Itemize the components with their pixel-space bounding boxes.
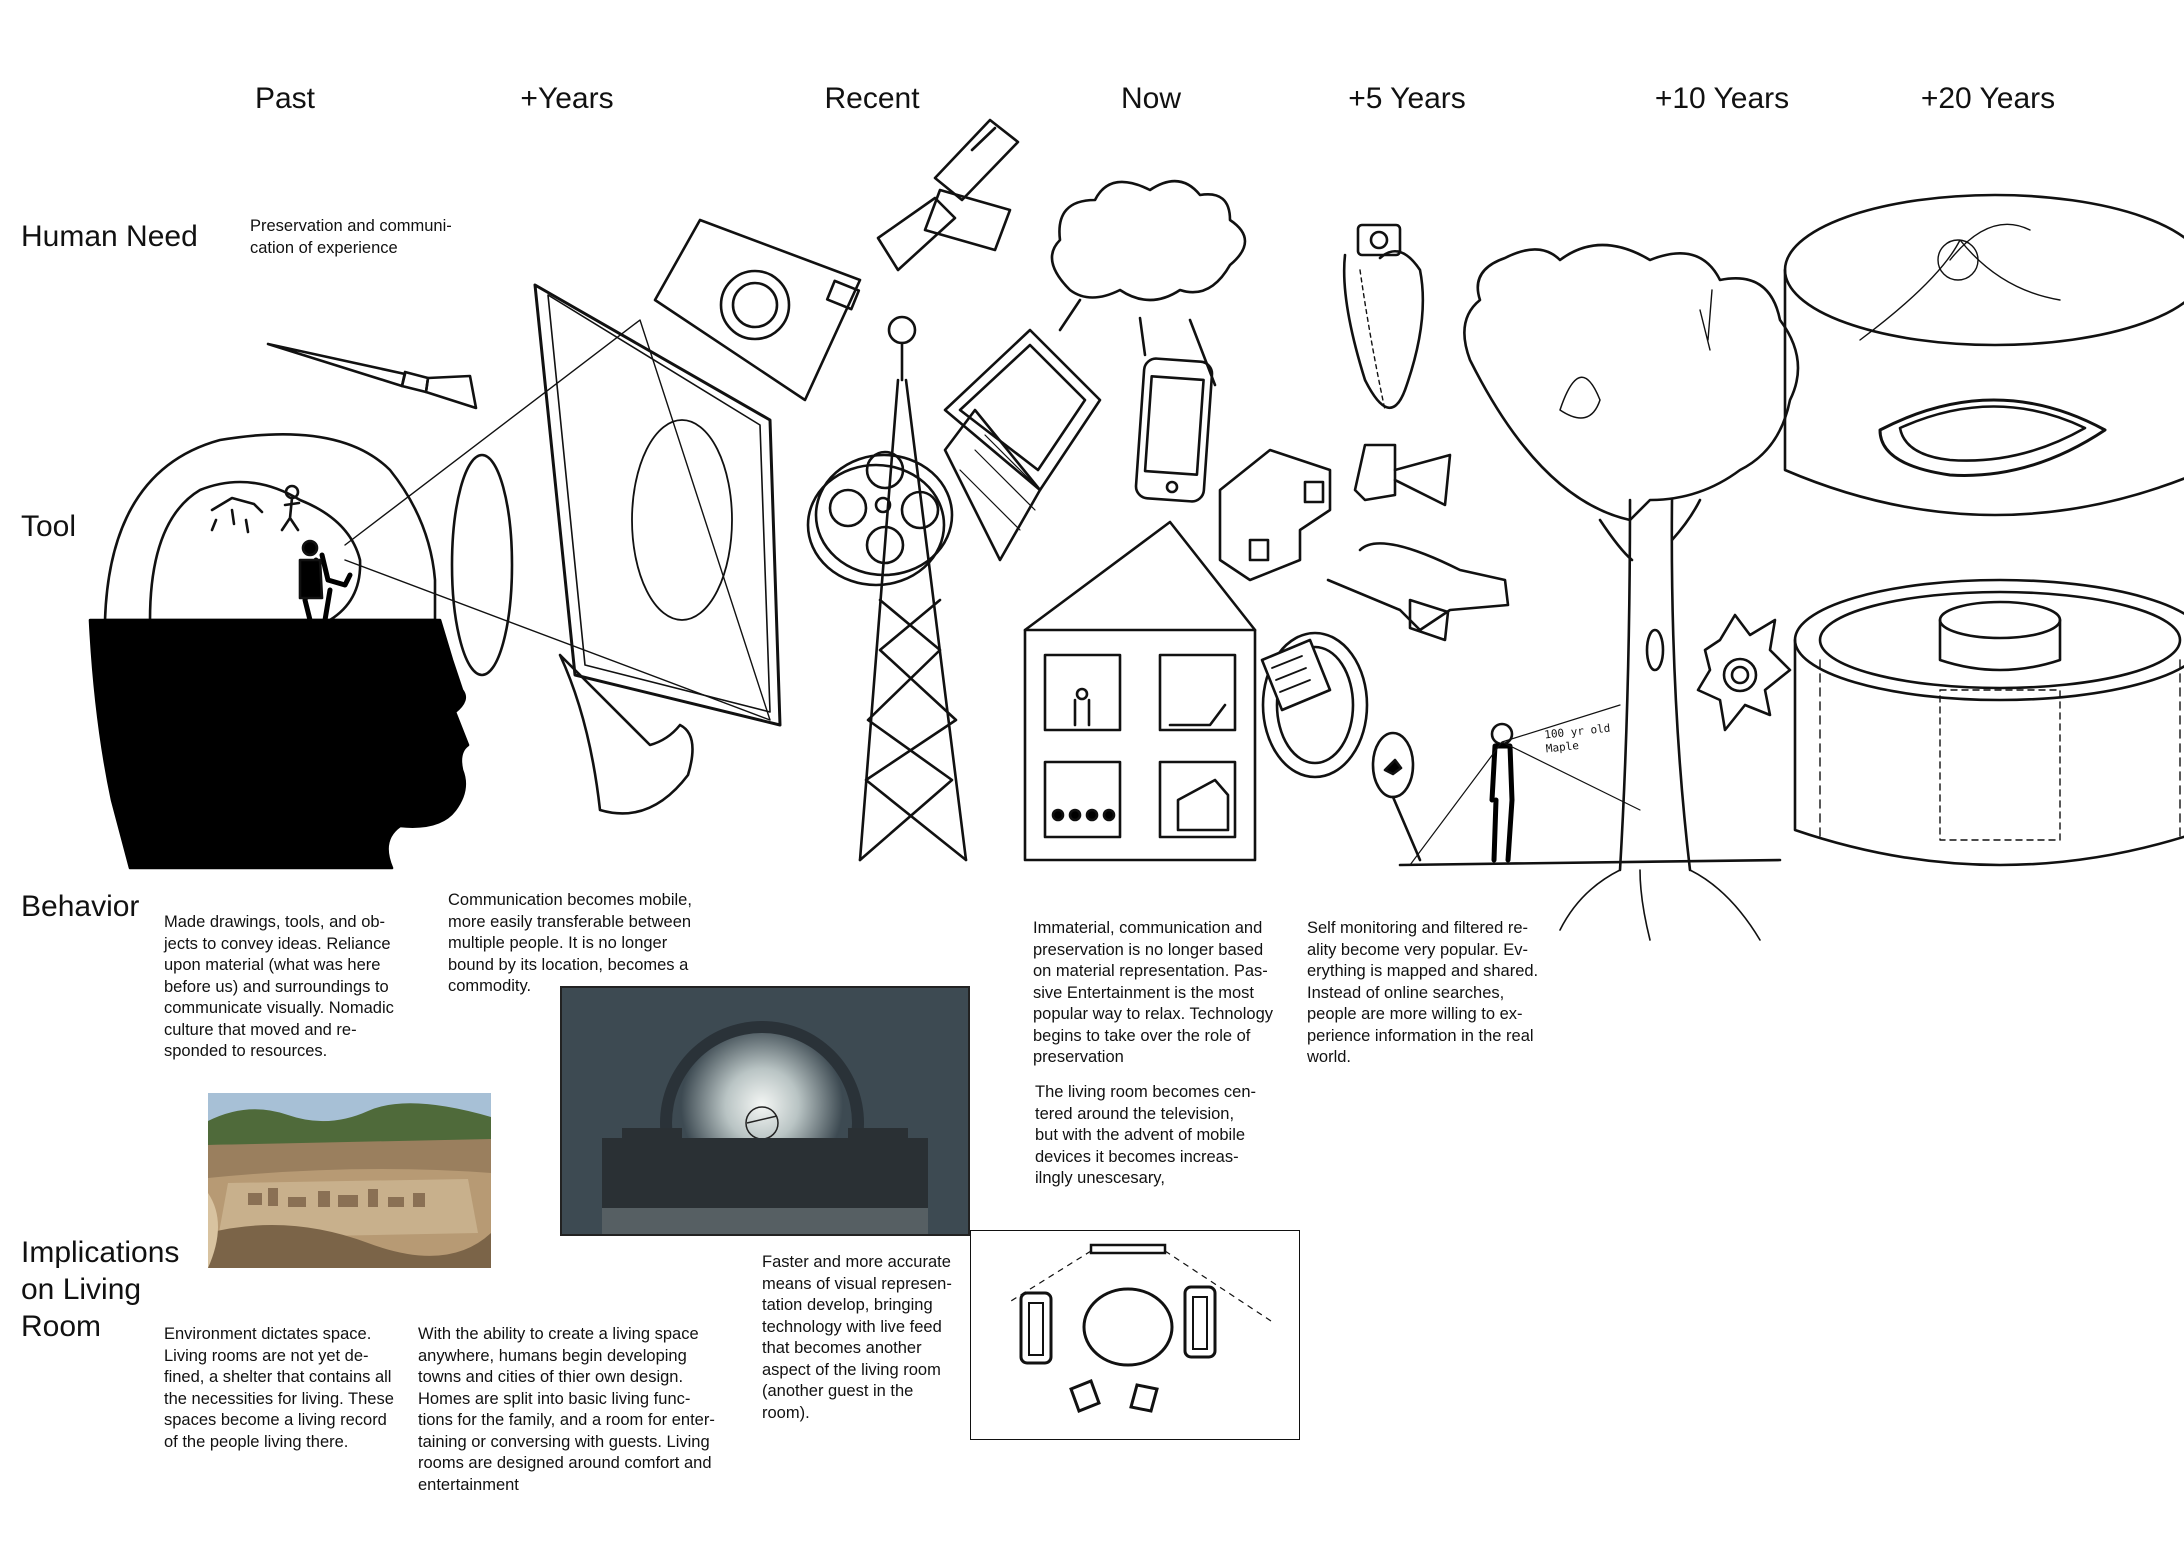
scroll-icon bbox=[560, 655, 693, 813]
text-line: preservation bbox=[1033, 1048, 1124, 1066]
text-line: tered around the television, bbox=[1035, 1104, 1235, 1123]
future-living-room-upper bbox=[1785, 195, 2184, 515]
smartphone-icon bbox=[1135, 358, 1213, 502]
text-line: entertainment bbox=[418, 1475, 519, 1494]
text-line: perience information in the real bbox=[1307, 1026, 1534, 1045]
text-line: means of visual represen- bbox=[762, 1274, 952, 1293]
text-line: but with the advent of mobile bbox=[1035, 1126, 1246, 1144]
text-line: sponded to resources. bbox=[164, 1042, 328, 1060]
text-line: upon material (what was here bbox=[164, 956, 381, 974]
text-line: ality become very popular. Ev- bbox=[1307, 940, 1529, 959]
timeline-plus20: +20 Years bbox=[1920, 82, 2056, 115]
text-line: aspect of the living room bbox=[762, 1360, 941, 1379]
text-line: spaces become a living record bbox=[164, 1411, 387, 1429]
row-tool: Tool bbox=[21, 510, 77, 543]
row-implications-line: Implications bbox=[21, 1236, 180, 1269]
text-line: (another guest in the bbox=[762, 1382, 914, 1400]
text-line: room). bbox=[762, 1403, 810, 1422]
text-line: Environment dictates space. bbox=[164, 1325, 372, 1343]
row-implications-line: on Living bbox=[21, 1273, 142, 1306]
hand-projector-icon bbox=[1355, 445, 1450, 505]
smart-glasses-icon bbox=[1328, 543, 1508, 640]
row-human-need: Human Need bbox=[21, 220, 198, 253]
text-line: commodity. bbox=[448, 977, 532, 995]
text-line: ilngly unescesary, bbox=[1035, 1169, 1165, 1187]
text-line: that becomes another bbox=[762, 1339, 922, 1357]
radio-tower-icon bbox=[860, 317, 966, 860]
projector-icon bbox=[1220, 450, 1330, 580]
text-line: Immaterial, communication and bbox=[1033, 919, 1263, 937]
text-line: Homes are split into basic living func- bbox=[418, 1389, 691, 1408]
laptop-icon bbox=[945, 330, 1100, 560]
text-line: tions for the family, and a room for enter- bbox=[418, 1411, 715, 1429]
text-line: bound by its location, becomes a bbox=[448, 955, 689, 974]
text-line: rooms are designed around comfort and bbox=[418, 1454, 712, 1472]
satellite-icon bbox=[878, 120, 1018, 270]
webcam-watch-icon bbox=[1344, 225, 1423, 410]
text-line: Made drawings, tools, and ob- bbox=[164, 913, 386, 931]
text-line: anywhere, humans begin developing bbox=[418, 1346, 687, 1365]
text-line: preservation is no longer based bbox=[1033, 940, 1264, 959]
text-line: fined, a shelter that contains all bbox=[164, 1368, 392, 1386]
text-line: Living rooms are not yet de- bbox=[164, 1346, 369, 1365]
text-line: Instead of online searches, bbox=[1307, 983, 1505, 1002]
timeline-years: +Years bbox=[520, 82, 614, 115]
text-line: before us) and surroundings to bbox=[164, 977, 389, 996]
text-line: 100 yr old bbox=[1543, 721, 1611, 742]
text-line: cation of experience bbox=[250, 238, 398, 257]
text-line: multiple people. It is no longer bbox=[448, 934, 668, 952]
spiral-sign-icon bbox=[1698, 615, 1790, 730]
text-line: culture that moved and re- bbox=[164, 1020, 357, 1039]
text-line: jects to convey ideas. Reliance bbox=[164, 934, 391, 953]
text-line: of the people living there. bbox=[164, 1432, 349, 1451]
text-line: With the ability to create a living space bbox=[418, 1325, 699, 1343]
magnifier-bug-icon bbox=[1373, 733, 1420, 860]
text-line: communicate visually. Nomadic bbox=[164, 999, 394, 1017]
text-line: taining or conversing with guests. Living bbox=[418, 1432, 710, 1451]
row-behavior: Behavior bbox=[21, 890, 140, 923]
text-line: begins to take over the role of bbox=[1033, 1026, 1251, 1045]
house-icon bbox=[1025, 522, 1255, 860]
text-line: Communication becomes mobile, bbox=[448, 891, 692, 909]
text-line: Maple bbox=[1545, 738, 1580, 756]
text-line: The living room becomes cen- bbox=[1035, 1083, 1257, 1101]
future-living-room-lower bbox=[1795, 580, 2184, 865]
text-line: Self monitoring and filtered re- bbox=[1307, 919, 1529, 937]
text-line: erything is mapped and shared. bbox=[1307, 962, 1539, 980]
text-line: Faster and more accurate bbox=[762, 1253, 951, 1271]
text-line: people are more willing to ex- bbox=[1307, 1005, 1523, 1023]
timeline-plus5: +5 Years bbox=[1348, 82, 1466, 115]
cloud-icon bbox=[1052, 181, 1245, 385]
timeline-now: Now bbox=[1120, 82, 1182, 115]
text-line: Preservation and communi- bbox=[250, 217, 452, 235]
text-line: the necessities for living. These bbox=[164, 1389, 394, 1408]
paintbrush-icon bbox=[268, 344, 476, 408]
text-line: towns and cities of thier own design. bbox=[418, 1368, 684, 1386]
row-implications-line: Room bbox=[21, 1310, 102, 1343]
text-line: world. bbox=[1307, 1048, 1352, 1066]
human-head-silhouette bbox=[90, 434, 468, 868]
canvas-frame-icon bbox=[535, 285, 780, 725]
text-line: technology with live feed bbox=[762, 1317, 942, 1336]
text-line: tation develop, bringing bbox=[762, 1296, 933, 1314]
timeline-plus10: +10 Years bbox=[1654, 82, 1790, 115]
text-line: sive Entertainment is the most bbox=[1033, 983, 1255, 1002]
timeline-past: Past bbox=[254, 82, 316, 115]
text-line: devices it becomes increas- bbox=[1035, 1147, 1239, 1166]
smartwatch-icon bbox=[1262, 633, 1367, 777]
text-line: popular way to relax. Technology bbox=[1033, 1005, 1274, 1023]
tree-icon bbox=[1464, 245, 1798, 940]
text-line: more easily transferable between bbox=[448, 912, 692, 931]
timeline-recent: Recent bbox=[824, 82, 920, 115]
text-line: on material representation. Pas- bbox=[1033, 962, 1268, 980]
